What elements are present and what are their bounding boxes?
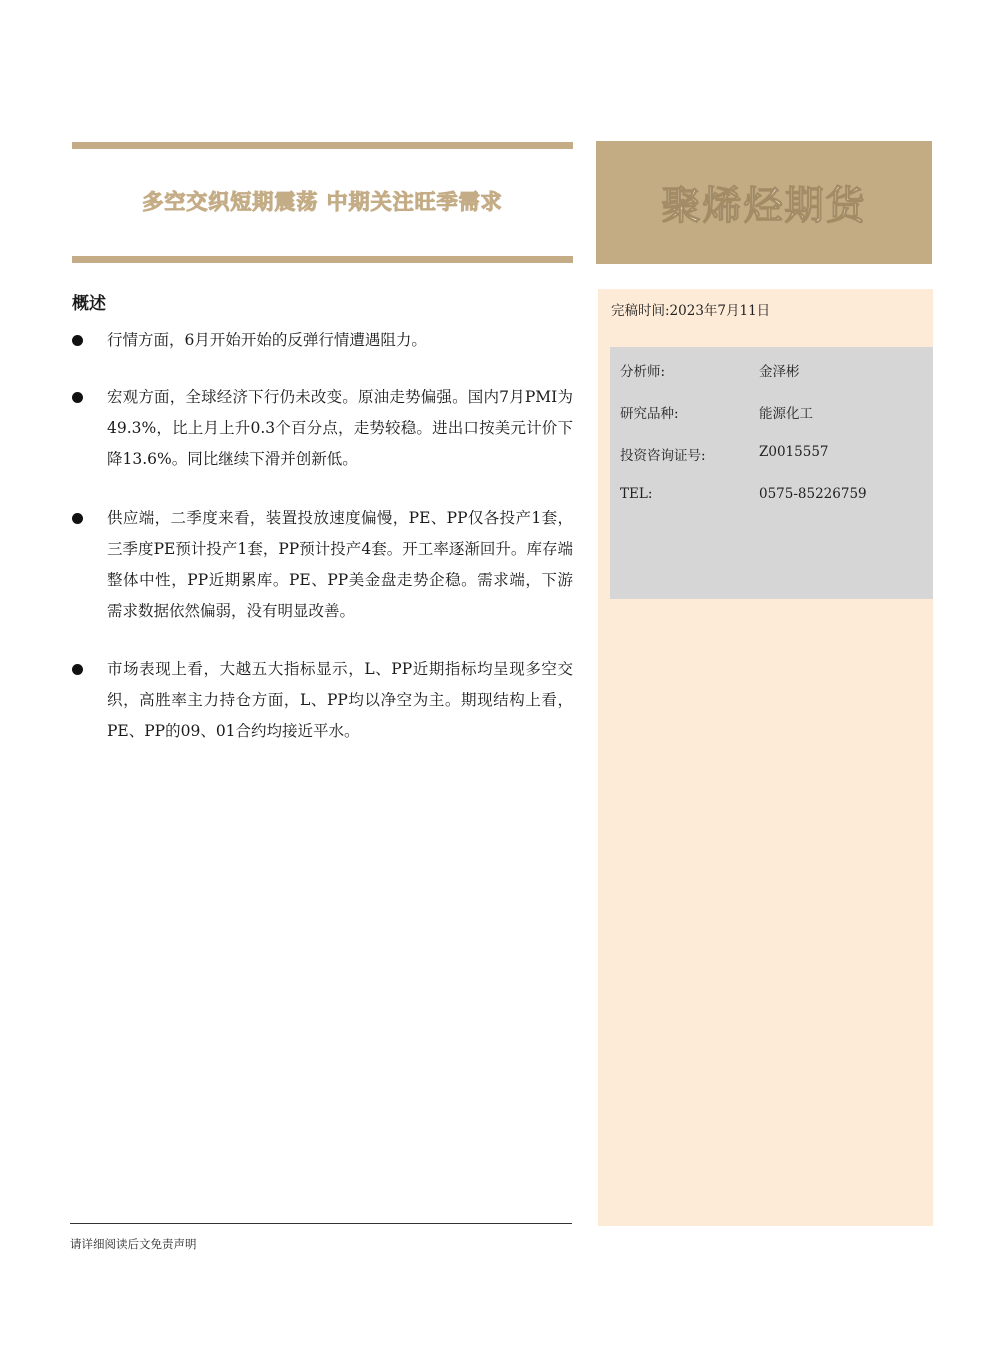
report-title-box	[596, 141, 932, 264]
variety-value: 能源化工	[759, 406, 813, 422]
analyst-label: 分析师:	[620, 364, 666, 380]
completion-date: 完稿时间:2023年7月11日	[611, 303, 771, 319]
bullet-text: 供应端，二季度来看，装置投放速度偏慢，PE、PP仅各投产1套，三季度PE预计投产1套，PP预计投产4套。开工率逐渐回升。库存端整体中性，PP近期累库。PE、PP美金盘走势企稳。需求端，下游需求数据依然偏弱，没有明显改善。	[107, 509, 573, 620]
footer-disclaimer: 请详细阅读后文免责声明	[70, 1237, 197, 1251]
bullet-icon	[72, 335, 83, 346]
analyst-value: 金泽彬	[759, 364, 800, 380]
bullet-text: 行情方面，6月开始开始的反弹行情遭遇阻力。	[107, 331, 427, 349]
license-label: 投资咨询证号:	[620, 448, 706, 464]
analyst-info-box	[610, 347, 933, 599]
bottom-gold-bar	[72, 256, 573, 263]
bullet-text: 宏观方面，全球经济下行仍未改变。原油走势偏强。国内7月PMI为49.3%，比上月上升0.3个百分点，走势较稳。进出口按美元计价下降13.6%。同比继续下滑并创新低。	[107, 388, 573, 468]
report-title: 聚烯烃期货	[661, 183, 867, 229]
report-subtitle: 多空交织短期震荡 中期关注旺季需求	[142, 190, 503, 214]
bullet-text: 市场表现上看，大越五大指标显示，L、PP近期指标均呈现多空交织，高胜率主力持仓方面，L、PP均以净空为主。期现结构上看，PE、PP的09、01合约均接近平水。	[107, 660, 573, 740]
tel-label: TEL:	[620, 486, 653, 502]
top-gold-bar	[72, 142, 573, 149]
license-value: Z0015557	[759, 444, 829, 460]
bullet-icon	[72, 392, 83, 403]
variety-label: 研究品种:	[620, 406, 679, 422]
bullet-icon	[72, 664, 83, 675]
bullet-icon	[72, 513, 83, 524]
tel-value: 0575-85226759	[759, 486, 867, 502]
footer-divider	[70, 1223, 572, 1224]
section-title: 概述	[72, 294, 106, 314]
